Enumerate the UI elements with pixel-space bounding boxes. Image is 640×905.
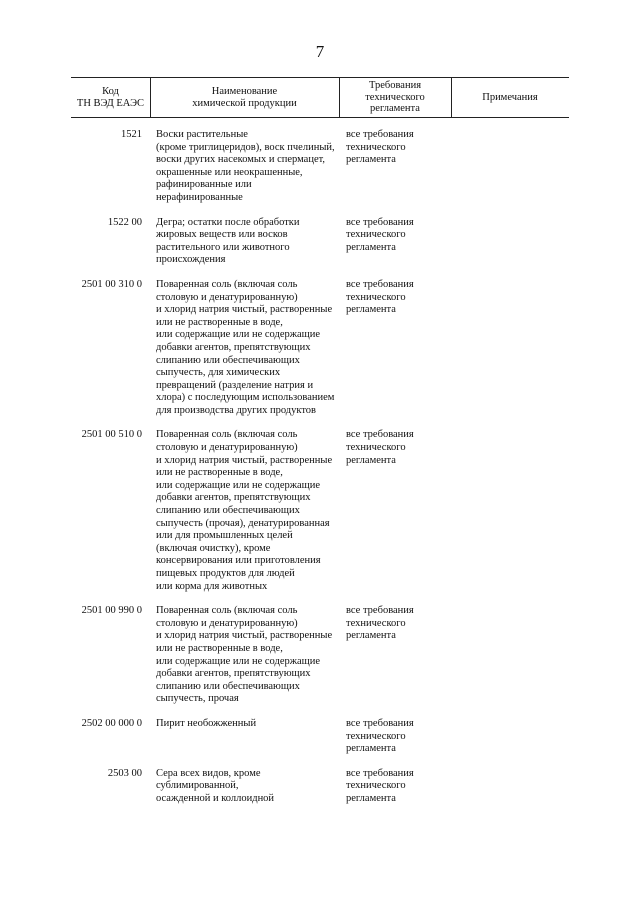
table-row <box>71 605 569 706</box>
cell-notes <box>451 279 569 418</box>
cell-name: Поваренная соль (включая соль столовую и денатурированную) и хлорид натрия чистый, растворенные или не растворенные в воде, или содержащие или не содержащие добавки агентов, препятствующих слипанию или обеспечивающих сыпучесть, для химических превращений (разделение натрия и хлора) с последующим использованием для производства других продуктов <box>156 278 335 416</box>
cell-notes <box>451 605 569 706</box>
page-number: 7 <box>315 42 325 61</box>
table-row <box>71 718 569 756</box>
cell-requirements: все требования технического регламента <box>346 129 414 166</box>
cell-name: Пирит необожженный <box>156 717 257 729</box>
table-row <box>71 217 569 267</box>
header-name: Наименование химической продукции <box>192 86 297 109</box>
table-row <box>71 279 569 418</box>
header-requirements: Требования технического регламента <box>365 80 425 115</box>
cell-notes <box>451 768 569 806</box>
cell-name: Поваренная соль (включая соль столовую и денатурированную) и хлорид натрия чистый, растворенные или не растворенные в воде, или содержащие или не содержащие добавки агентов, препятствующих слипанию или обеспечивающих сыпучесть, прочая <box>156 605 333 705</box>
cell-code: 2503 00 <box>107 767 142 779</box>
header-bottom-rule <box>71 117 569 118</box>
cell-requirements: все требования технического регламента <box>346 605 414 642</box>
cell-requirements: все требования технического регламента <box>346 717 414 755</box>
cell-requirements: все требования технического регламента <box>346 278 414 316</box>
cell-name: Дегра; остатки после обработки жировых веществ или восков растительного или животного происхождения <box>156 216 300 266</box>
cell-notes <box>451 129 569 205</box>
cell-code: 2501 00 310 0 <box>81 278 142 290</box>
cell-code: 1522 00 <box>107 216 142 228</box>
cell-requirements: все требования технического регламента <box>346 429 414 466</box>
cell-code: 1521 <box>121 129 142 140</box>
table-header <box>71 78 569 117</box>
cell-notes <box>451 429 569 593</box>
cell-code: 2502 00 000 0 <box>81 717 142 729</box>
cell-notes <box>451 217 569 267</box>
cell-requirements: все требования технического регламента <box>346 767 414 804</box>
cell-notes <box>451 718 569 756</box>
table-row <box>71 129 569 205</box>
header-notes: Примечания <box>482 91 538 103</box>
cell-name: Сера всех видов, кроме сублимированной, осажденной и коллоидной <box>156 767 275 804</box>
table-body <box>71 129 569 818</box>
header-code: Код ТН ВЭД ЕАЭС <box>76 86 145 109</box>
cell-name: Воски растительные (кроме триглицеридов), воск пчелиный, воски других насекомых и спермацет, окрашенные или неокрашенные, рафинированные или нерафинированные <box>156 129 335 203</box>
cell-name: Поваренная соль (включая соль столовую и денатурированную) и хлорид натрия чистый, растворенные или не растворенные в воде, или содержащие или не содержащие добавки агентов, препятствующих слипанию или обеспечивающих сыпучесть (прочая), денатурированная или для промышленных целей (включая очистку), кроме консервирования или приготовления пищевых продуктов для людей или корма для животных <box>156 429 333 592</box>
table-row <box>71 429 569 593</box>
cell-requirements: все требования технического регламента <box>346 216 414 253</box>
table-row <box>71 768 569 806</box>
cell-code: 2501 00 510 0 <box>81 429 142 441</box>
cell-code: 2501 00 990 0 <box>81 605 142 617</box>
